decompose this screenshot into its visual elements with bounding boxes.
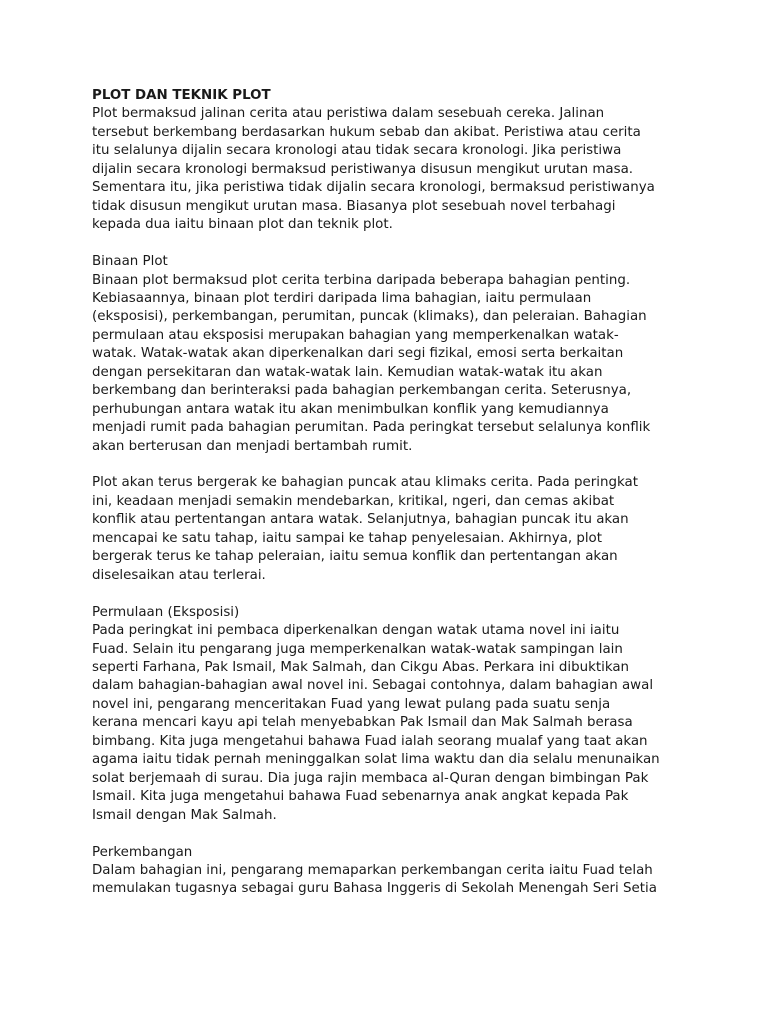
paragraph-line: Ismail. Kita juga mengetahui bahawa Fuad sebenarnya anak angkat kepada Pak	[92, 789, 629, 805]
permulaan-paragraph	[92, 622, 692, 825]
binaan-plot-paragraph	[92, 272, 692, 457]
paragraph-line: seperti Farhana, Pak Ismail, Mak Salmah, dan Cikgu Abas. Perkara ini dibuktikan	[92, 660, 630, 675]
paragraph-line: dalam bahagian-bahagian awal novel ini. Sebagai contohnya, dalam bahagian awal	[92, 678, 654, 694]
puncak-paragraph	[92, 474, 692, 585]
paragraph-line: diselesaikan atau terlerai.	[92, 567, 266, 583]
document-title: PLOT DAN TEKNIK PLOT	[92, 88, 271, 103]
paragraph-line: kerana mencari kayu api telah menyebabkan Pak Ismail dan Mak Salmah berasa	[92, 715, 633, 731]
paragraph-line: ini, keadaan menjadi semakin mendebarkan, kritikal, ngeri, dan cemas akibat	[92, 493, 615, 509]
paragraph-line: Dalam bahagian ini, pengarang memaparkan perkembangan cerita iaitu Fuad telah	[92, 862, 653, 878]
paragraph-line: akan berterusan dan menjadi bertambah rumit.	[92, 438, 413, 454]
paragraph-line: permulaan atau eksposisi merupakan bahagian yang memperkenalkan watak-	[92, 327, 619, 343]
paragraph-line: bimbang. Kita juga mengetahui bahawa Fuad ialah seorang mualaf yang taat akan	[92, 733, 648, 749]
paragraph-line: perhubungan antara watak itu akan menimbulkan konflik yang kemudiannya	[92, 401, 609, 417]
paragraph-gap	[92, 825, 692, 843]
paragraph-line: Fuad. Selain itu pengarang juga memperkenalkan watak-watak sampingan lain	[92, 641, 623, 657]
paragraph-line: konflik atau pertentangan antara watak. Selanjutnya, bahagian puncak itu akan	[92, 512, 629, 528]
paragraph-line: (eksposisi), perkembangan, perumitan, puncak (klimaks), dan peleraian. Bahagian	[92, 309, 647, 325]
paragraph-line: dengan persekitaran dan watak-watak lain. Kemudian watak-watak itu akan	[92, 364, 603, 380]
paragraph-line: tidak disusun mengikut urutan masa. Biasanya plot sesebuah novel terbahagi	[92, 198, 616, 214]
document-page	[92, 87, 692, 899]
paragraph-gap	[92, 235, 692, 253]
paragraph-line: Sementara itu, jika peristiwa tidak dijalin secara kronologi, bermaksud peristiwanya	[92, 180, 655, 196]
paragraph-line: berkembang dan berinteraksi pada bahagian perkembangan cerita. Seterusnya,	[92, 383, 632, 399]
paragraph-line: Plot bermaksud jalinan cerita atau peristiwa dalam sesebuah cereka. Jalinan	[92, 106, 605, 122]
paragraph-line: bergerak terus ke tahap peleraian, iaitu semua konflik dan pertentangan akan	[92, 549, 618, 565]
paragraph-line: novel ini, pengarang menceritakan Fuad yang lewat pulang pada suatu senja	[92, 696, 611, 712]
section-heading-permulaan: Permulaan (Eksposisi)	[92, 604, 240, 620]
paragraph-gap	[92, 456, 692, 474]
paragraph-line: itu selalunya dijalin secara kronologi atau tidak secara kronologi. Jika peristiwa	[92, 143, 622, 159]
paragraph-line: menjadi rumit pada bahagian perumitan. Pada peringkat tersebut selalunya konflik	[92, 420, 651, 436]
paragraph-line: Plot akan terus bergerak ke bahagian puncak atau klimaks cerita. Pada peringkat	[92, 475, 638, 491]
section-heading-perkembangan: Perkembangan	[92, 844, 193, 860]
paragraph-line: memulakan tugasnya sebagai guru Bahasa Inggeris di Sekolah Menengah Seri Setia	[92, 881, 657, 897]
paragraph-line: Pada peringkat ini pembaca diperkenalkan dengan watak utama novel ini iaitu	[92, 623, 620, 639]
paragraph-gap	[92, 585, 692, 603]
section-heading-binaan-plot: Binaan Plot	[92, 254, 168, 270]
paragraph-line: kepada dua iaitu binaan plot dan teknik plot.	[92, 217, 393, 233]
intro-paragraph	[92, 105, 692, 234]
paragraph-line: watak. Watak-watak akan diperkenalkan dari segi fizikal, emosi serta berkaitan	[92, 346, 624, 362]
paragraph-line: mencapai ke satu tahap, iaitu sampai ke tahap penyelesaian. Akhirnya, plot	[92, 530, 602, 546]
paragraph-line: tersebut berkembang berdasarkan hukum sebab dan akibat. Peristiwa atau cerita	[92, 124, 641, 140]
paragraph-line: Ismail dengan Mak Salmah.	[92, 807, 277, 823]
paragraph-line: solat berjemaah di surau. Dia juga rajin membaca al-Quran dengan bimbingan Pak	[92, 770, 649, 786]
paragraph-line: Kebiasaannya, binaan plot terdiri daripada lima bahagian, iaitu permulaan	[92, 290, 592, 306]
perkembangan-paragraph	[92, 862, 692, 899]
paragraph-line: dijalin secara kronologi bermaksud peristiwanya disusun mengikut urutan masa.	[92, 161, 634, 177]
paragraph-line: agama iaitu tidak pernah meninggalkan solat lima waktu dan dia selalu menunaikan	[92, 752, 660, 768]
paragraph-line: Binaan plot bermaksud plot cerita terbina daripada beberapa bahagian penting.	[92, 272, 631, 288]
